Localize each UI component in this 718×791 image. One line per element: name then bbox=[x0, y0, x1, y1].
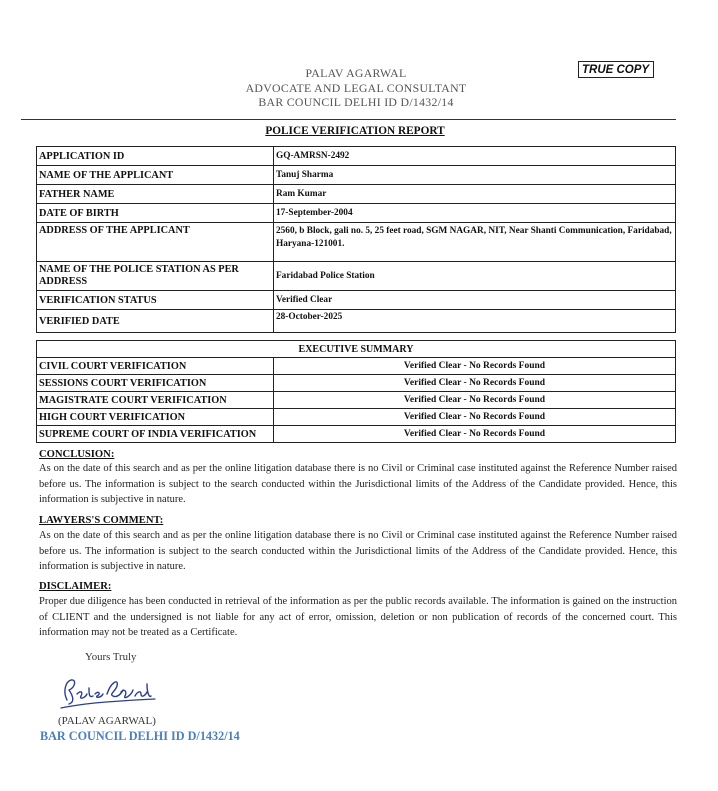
handwritten-signature bbox=[55, 670, 165, 714]
applicant-details-table bbox=[36, 146, 676, 333]
detail-row-father-name bbox=[37, 185, 676, 204]
disclaimer-text: Proper due diligence has been conducted in retrieval of the information as per the public records available. The information is gained on the instruction of CLIENT and the undersigned is not liable for any act of error, omission, deletion or non publication of records of the concerned court. This information may not be treated as a Certificate. bbox=[39, 596, 677, 638]
detail-value: Tanuj Sharma bbox=[274, 166, 676, 185]
closing-yours-truly: Yours Truly bbox=[85, 651, 137, 663]
report-title: POLICE VERIFICATION REPORT bbox=[265, 125, 445, 137]
header-divider bbox=[21, 119, 676, 120]
summary-label: SESSIONS COURT VERIFICATION bbox=[37, 375, 274, 392]
detail-row-verification-status bbox=[37, 291, 676, 310]
conclusion-heading: CONCLUSION: bbox=[39, 449, 115, 460]
summary-value: Verified Clear - No Records Found bbox=[274, 426, 676, 443]
detail-value: 2560, b Block, gali no. 5, 25 feet road, SGM NAGAR, NIT, Near Shanti Communication, Faridabad, Haryana-121001. bbox=[274, 223, 676, 262]
summary-label: MAGISTRATE COURT VERIFICATION bbox=[37, 392, 274, 409]
summary-label: HIGH COURT VERIFICATION bbox=[37, 409, 274, 426]
detail-label: VERIFICATION STATUS bbox=[37, 291, 274, 310]
summary-row-high-court bbox=[37, 409, 676, 426]
summary-label: CIVIL COURT VERIFICATION bbox=[37, 358, 274, 375]
lawyers-comment-heading: LAWYERS'S COMMENT: bbox=[39, 515, 164, 526]
detail-value: 17-September-2004 bbox=[274, 204, 676, 223]
detail-label: NAME OF THE POLICE STATION AS PER ADDRESS bbox=[37, 262, 274, 291]
summary-value: Verified Clear - No Records Found bbox=[274, 375, 676, 392]
detail-row-applicant-name bbox=[37, 166, 676, 185]
detail-row-date-of-birth bbox=[37, 204, 676, 223]
advocate-designation: ADVOCATE AND LEGAL CONSULTANT bbox=[245, 81, 467, 95]
detail-label: NAME OF THE APPLICANT bbox=[37, 166, 274, 185]
conclusion-text: As on the date of this search and as per the online litigation database there is no Civil or Criminal case instituted against the Reference Number raised before us. The information is subject to the search conducted within the Jurisdictional limits of the Address of the Candidate provided. Hence, this information is subjective in nature. bbox=[39, 463, 677, 505]
signatory-bar-council-id: BAR COUNCIL DELHI ID D/1432/14 bbox=[40, 729, 240, 743]
detail-label: APPLICATION ID bbox=[37, 147, 274, 166]
detail-value: Faridabad Police Station bbox=[274, 262, 676, 291]
summary-row-magistrate-court bbox=[37, 392, 676, 409]
summary-value: Verified Clear - No Records Found bbox=[274, 409, 676, 426]
detail-row-application-id bbox=[37, 147, 676, 166]
detail-value: Verified Clear bbox=[274, 291, 676, 310]
detail-label: VERIFIED DATE bbox=[37, 310, 274, 333]
lawyers-comment-text: As on the date of this search and as per the online litigation database there is no Civil or Criminal case instituted against the Reference Number raised before us. The information is subject to the search conducted within the Jurisdictional limits of the Address of the Candidate provided. Hence, this information is subjective in nature. bbox=[39, 530, 677, 572]
detail-label: FATHER NAME bbox=[37, 185, 274, 204]
detail-row-police-station bbox=[37, 262, 676, 291]
detail-label: ADDRESS OF THE APPLICANT bbox=[37, 223, 274, 262]
detail-row-address bbox=[37, 223, 676, 262]
detail-value: GQ-AMRSN-2492 bbox=[274, 147, 676, 166]
header-bar-council-id: BAR COUNCIL DELHI ID D/1432/14 bbox=[258, 95, 454, 109]
summary-row-sessions-court bbox=[37, 375, 676, 392]
executive-summary-heading: EXECUTIVE SUMMARY bbox=[37, 341, 676, 358]
summary-row-supreme-court bbox=[37, 426, 676, 443]
summary-heading-row bbox=[37, 341, 676, 358]
detail-label: DATE OF BIRTH bbox=[37, 204, 274, 223]
summary-label: SUPREME COURT OF INDIA VERIFICATION bbox=[37, 426, 274, 443]
detail-value: 28-October-2025 bbox=[274, 310, 676, 333]
signatory-name: (PALAV AGARWAL) bbox=[58, 715, 156, 727]
executive-summary-table bbox=[36, 340, 676, 443]
summary-value: Verified Clear - No Records Found bbox=[274, 358, 676, 375]
summary-row-civil-court bbox=[37, 358, 676, 375]
advocate-name: PALAV AGARWAL bbox=[305, 66, 407, 80]
true-copy-stamp: TRUE COPY bbox=[578, 61, 654, 78]
disclaimer-heading: DISCLAIMER: bbox=[39, 581, 112, 592]
detail-row-verified-date bbox=[37, 310, 676, 333]
summary-value: Verified Clear - No Records Found bbox=[274, 392, 676, 409]
detail-value: Ram Kumar bbox=[274, 185, 676, 204]
